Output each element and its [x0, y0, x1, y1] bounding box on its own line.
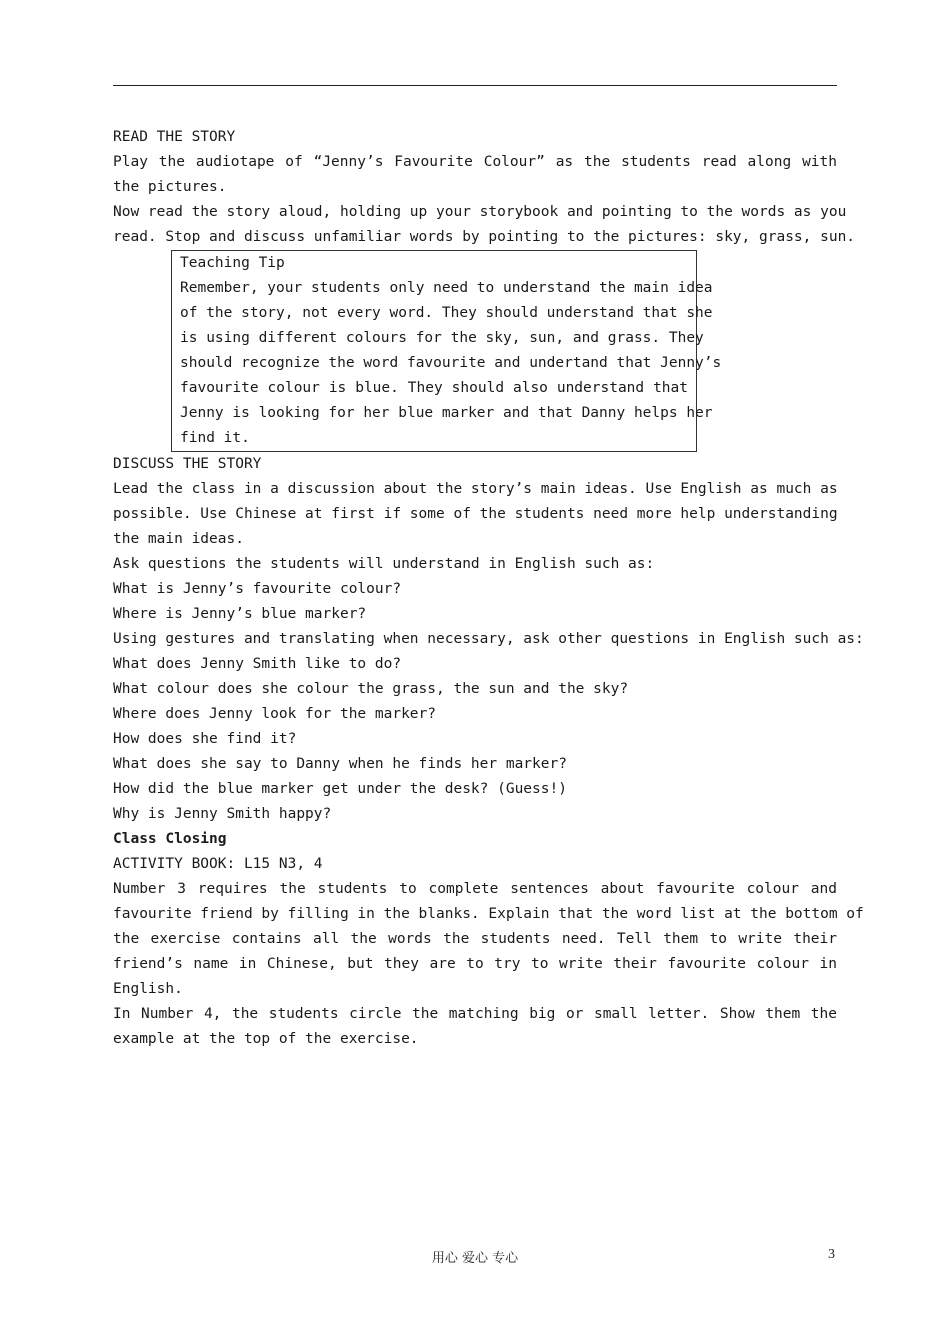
activity-book: ACTIVITY BOOK: L15 N3, 4 — [113, 856, 323, 872]
question-item: What colour does she colour the grass, the sun and the sky? — [113, 681, 629, 697]
number3-line: friend’s name in Chinese, but they are to try to write their favourite colour in — [113, 956, 837, 972]
number3-line: the exercise contains all the words the students need. Tell them to write their — [113, 931, 837, 947]
question-item: What does Jenny Smith like to do? — [113, 656, 402, 672]
read-heading: READ THE STORY — [113, 129, 236, 145]
question-item: What is Jenny’s favourite colour? — [113, 581, 402, 597]
question-item: Why is Jenny Smith happy? — [113, 806, 332, 822]
discuss-heading: DISCUSS THE STORY — [113, 456, 262, 472]
teaching-tip-title: Teaching Tip — [180, 255, 285, 271]
read-paragraph-1-line-1: Play the audiotape of “Jenny’s Favourite Colour” as the students read along with — [113, 154, 837, 170]
question-item: How did the blue marker get under the desk? (Guess!) — [113, 781, 567, 797]
teaching-tip-line: is using different colours for the sky, sun, and grass. They — [180, 330, 704, 346]
read-paragraph-1-line-2: the pictures. — [113, 179, 227, 195]
number4-line: example at the top of the exercise. — [113, 1031, 419, 1047]
question-item: Where is Jenny’s blue marker? — [113, 606, 367, 622]
number4-line: In Number 4, the students circle the matching big or small letter. Show them the — [113, 1006, 837, 1022]
number3-line: English. — [113, 981, 183, 997]
read-paragraph-2-line-1: Now read the story aloud, holding up your storybook and pointing to the words as you — [113, 204, 847, 220]
number3-line: favourite friend by filling in the blanks. Explain that the word list at the bottom of — [113, 906, 864, 922]
discuss-gestures: Using gestures and translating when necessary, ask other questions in English such as: — [113, 631, 864, 647]
question-item: Where does Jenny look for the marker? — [113, 706, 437, 722]
header-rule — [113, 85, 837, 86]
teaching-tip-line: should recognize the word favourite and undertand that Jenny’s — [180, 355, 722, 371]
teaching-tip-line: Jenny is looking for her blue marker and that Danny helps her — [180, 405, 713, 421]
discuss-paragraph-line: the main ideas. — [113, 531, 244, 547]
teaching-tip-line: find it. — [180, 430, 250, 446]
teaching-tip-line: Remember, your students only need to understand the main idea — [180, 280, 713, 296]
discuss-paragraph-line: possible. Use Chinese at first if some of the students need more help understanding — [113, 506, 838, 522]
footer-motto: 用心 爱心 专心 — [431, 1251, 519, 1266]
teaching-tip-line: of the story, not every word. They should understand that she — [180, 305, 713, 321]
teaching-tip-box — [171, 250, 722, 452]
discuss-paragraph-line: Lead the class in a discussion about the story’s main ideas. Use English as much as — [113, 481, 838, 497]
document-body — [113, 125, 864, 1052]
page-number: 3 — [828, 1247, 835, 1262]
discuss-ask: Ask questions the students will understand in English such as: — [113, 556, 655, 572]
question-item: How does she find it? — [113, 731, 297, 747]
teaching-tip-line: favourite colour is blue. They should also understand that — [180, 380, 688, 396]
question-item: What does she say to Danny when he finds her marker? — [113, 756, 567, 772]
number3-line: Number 3 requires the students to complete sentences about favourite colour and — [113, 881, 837, 897]
read-paragraph-2-line-2: read. Stop and discuss unfamiliar words by pointing to the pictures: sky, grass, sun. — [113, 229, 856, 245]
class-closing-heading: Class Closing — [113, 831, 227, 847]
